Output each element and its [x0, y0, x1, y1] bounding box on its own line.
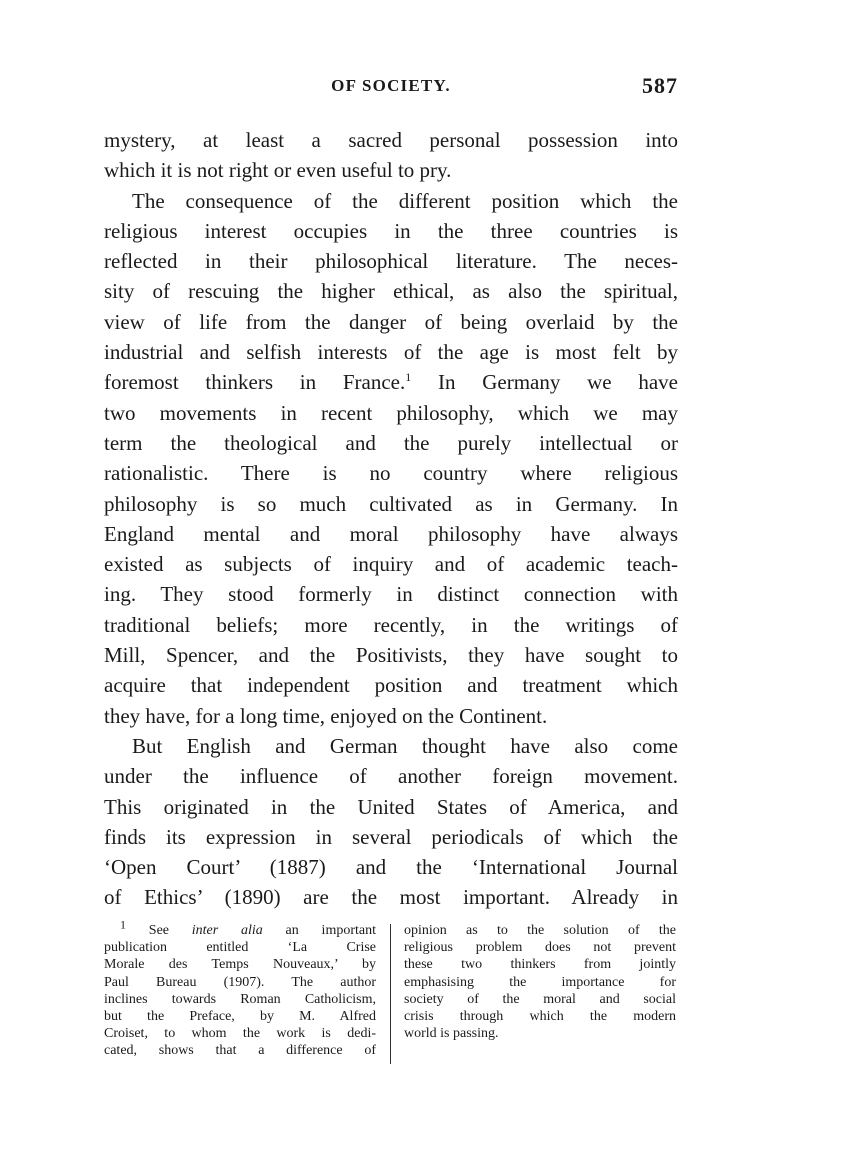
text-line: mystery, at least a sacred personal possession into: [104, 128, 678, 152]
italic-phrase: inter alia: [191, 923, 263, 938]
text-line: industrial and selfish interests of the age is most felt by: [104, 340, 678, 365]
footnote-reference: 1: [405, 370, 412, 385]
footnote-marker: 1: [120, 917, 126, 932]
text-line: view of life from the danger of being overlaid by the: [104, 309, 678, 334]
footnote-line: Paul Bureau (1907). The author: [104, 974, 376, 990]
footnote-line: these two thinkers from jointly: [404, 957, 676, 973]
text-line: of Ethics’ (1890) are the most important. Already in: [104, 885, 678, 910]
text-line: This originated in the United States of America, and: [104, 794, 678, 819]
text-line: reflected in their philosophical literature. The neces-: [104, 249, 678, 274]
text-line: term the theological and the purely intellectual or: [104, 430, 678, 455]
text-line: rationalistic. There is no country where religious: [104, 461, 678, 486]
text-line: two movements in recent philosophy, which we may: [104, 400, 678, 425]
footnote-line: [104, 917, 376, 939]
footnote-line: emphasising the importance for: [404, 974, 676, 990]
footnote-line: society of the moral and social: [404, 991, 676, 1007]
text-line: under the influence of another foreign movement.: [104, 764, 678, 789]
text-fragment: In Germany we have: [411, 370, 678, 395]
text-line: Mill, Spencer, and the Positivists, they have sought to: [104, 643, 678, 668]
text-line: sity of rescuing the higher ethical, as also the spiritual,: [104, 279, 678, 304]
footnote-line: opinion as to the solution of the: [404, 923, 676, 938]
text-line: England mental and moral philosophy have always: [104, 521, 678, 546]
column-divider: [390, 924, 391, 1064]
footnote-column-left: [104, 917, 376, 1060]
text-fragment: an important: [262, 923, 376, 938]
text-line: ‘Open Court’ (1887) and the ‘International Journal: [104, 855, 678, 880]
footnote-line: Croiset, to whom the work is dedi-: [104, 1026, 376, 1042]
text-line: they have, for a long time, enjoyed on the Continent.: [104, 703, 548, 728]
text-fragment: See: [126, 923, 192, 938]
text-fragment: foremost thinkers in France.: [104, 370, 406, 395]
text-line: traditional beliefs; more recently, in the writings of: [104, 612, 678, 637]
text-line: which it is not right or even useful to pry.: [104, 158, 452, 183]
text-line: But English and German thought have also come: [132, 733, 678, 758]
page-number: 587: [642, 73, 678, 98]
text-line: The consequence of the different position which the: [132, 188, 678, 213]
footnote-line: cated, shows that a difference of: [104, 1043, 376, 1059]
footnote-line: publication entitled ‘La Crise: [104, 940, 376, 956]
footnote-line: religious problem does not prevent: [404, 940, 676, 956]
footnote-line: but the Preface, by M. Alfred: [104, 1008, 376, 1024]
text-line: finds its expression in several periodicals of which the: [104, 824, 678, 849]
footnote-line: Morale des Temps Nouveaux,’ by: [104, 957, 376, 973]
body-text: [104, 125, 678, 913]
text-line: ing. They stood formerly in distinct connection with: [104, 582, 678, 607]
footnote-column-right: [404, 922, 676, 1042]
text-line: religious interest occupies in the three countries is: [104, 218, 678, 243]
text-line: existed as subjects of inquiry and of academic teach-: [104, 552, 678, 577]
text-line: acquire that independent position and treatment which: [104, 673, 678, 698]
footnote-line: world is passing.: [404, 1026, 499, 1042]
footnote-line: crisis through which the modern: [404, 1008, 676, 1024]
text-line: [104, 367, 678, 397]
page-header: [104, 73, 678, 106]
footnotes: [104, 917, 678, 1070]
text-line: philosophy is so much cultivated as in Germany. In: [104, 491, 678, 516]
running-title: OF SOCIETY.: [331, 76, 451, 95]
footnote-line: inclines towards Roman Catholicism,: [104, 991, 376, 1007]
